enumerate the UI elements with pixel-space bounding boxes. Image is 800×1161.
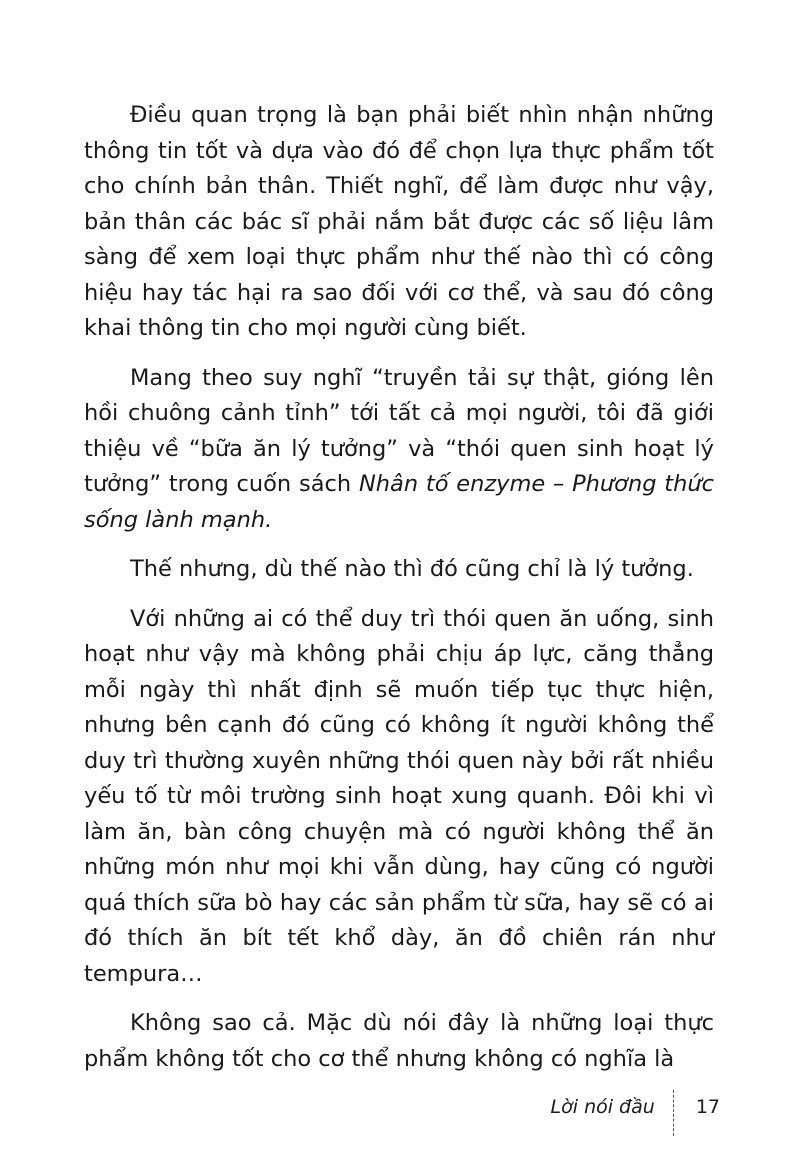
paragraph-text: Không sao cả. Mặc dù nói đây là những loại thực phẩm không tốt cho cơ thể nhưng không có nghĩa là xyxy=(84,1010,714,1072)
page-footer xyxy=(551,1090,720,1140)
paragraph-text: Mang theo suy nghĩ “truyền tải sự thật, gióng lên hồi chuông cảnh tỉnh” tới tất cả mọi người, tôi đã giới thiệu về “bữa ăn lý tưởng” và “thói quen sinh hoạt lý tưởng” trong cuốn sách xyxy=(84,364,714,497)
book-title-italic: Nhân tố enzyme – Phương thức sống lành mạnh. xyxy=(84,471,715,533)
running-head: Lời nói đầu xyxy=(550,1096,655,1118)
paragraph xyxy=(84,98,714,347)
paragraph-text: Thế nhưng, dù thế nào thì đó cũng chỉ là lý tưởng. xyxy=(130,556,694,582)
paragraph-text: Với những ai có thể duy trì thói quen ăn uống, sinh hoạt như vậy mà không phải chịu áp lực, căng thẳng mỗi ngày thì nhất định sẽ muốn tiếp tục thực hiện, nhưng bên cạnh đó cũng có không ít người không thể duy trì thường xuyên những thói quen này bởi rất nhiều yếu tố từ môi trường sinh hoạt xung quanh. Đôi khi vì làm ăn, bàn công chuyện mà có người không thể ăn những món như mọi khi vẫn dùng, hay cũng có người quá thích sữa bò hay các sản phẩm từ sữa, hay sẽ có ai đó thích ăn bít tết khổ dày, ăn đồ chiên rán như tempura… xyxy=(84,605,714,987)
paragraph xyxy=(84,602,714,993)
paragraph xyxy=(84,1006,714,1077)
body-text xyxy=(84,98,714,1091)
paragraph xyxy=(84,361,714,539)
page-number: 17 xyxy=(695,1096,720,1118)
paragraph xyxy=(84,552,714,588)
paragraph-text: Điều quan trọng là bạn phải biết nhìn nhận những thông tin tốt và dựa vào đó để chọn lựa thực phẩm tốt cho chính bản thân. Thiết nghĩ, để làm được như vậy, bản thân các bác sĩ phải nắm bắt được các số liệu lâm sàng để xem loại thực phẩm như thế nào thì có công hiệu hay tác hại ra sao đối với cơ thể, và sau đó công khai thông tin cho mọi người cùng biết. xyxy=(84,102,714,341)
